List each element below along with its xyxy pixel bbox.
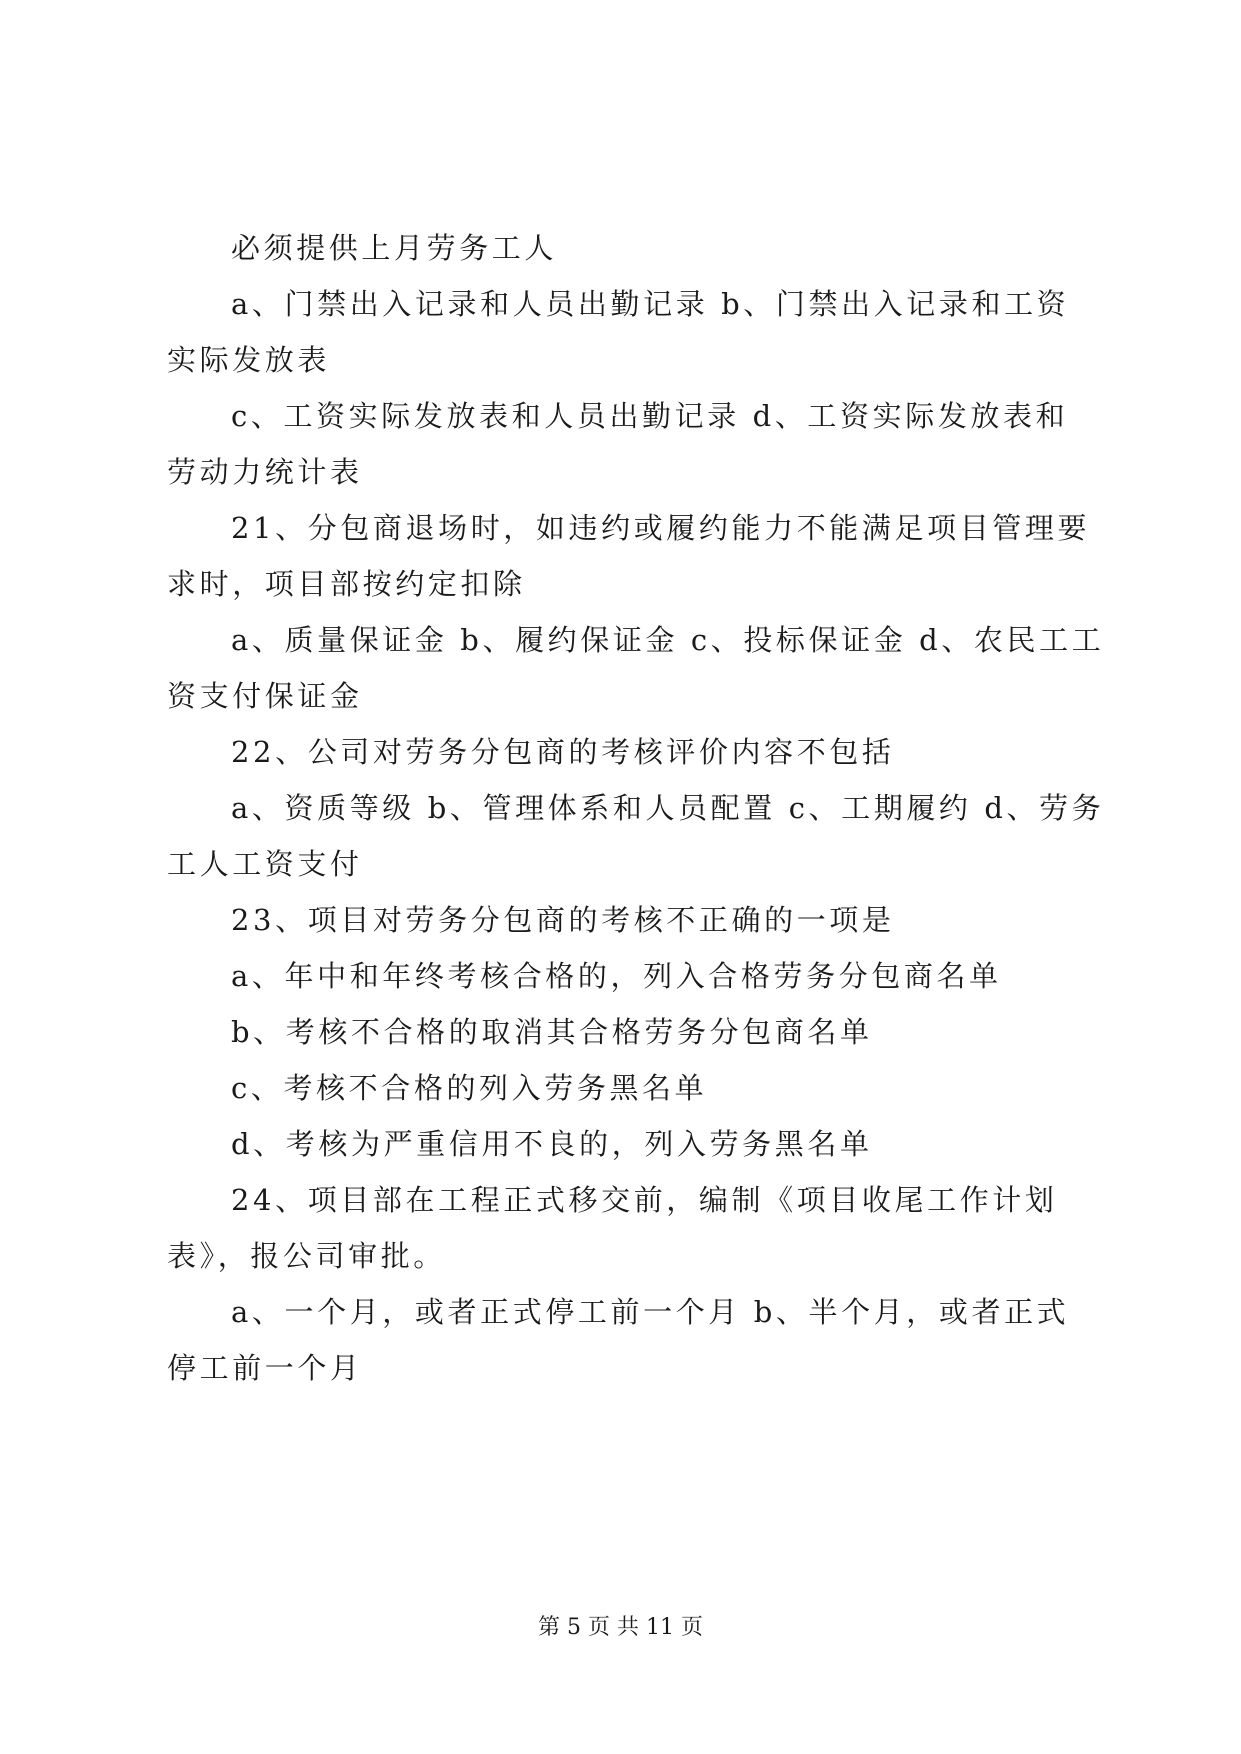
option-line-continued: 工人工资支付 — [167, 847, 363, 881]
page-number-footer: 第 5 页 共 11 页 — [538, 1615, 703, 1640]
option-line: a、质量保证金 b、履约保证金 c、投标保证金 d、农民工工 — [231, 623, 1105, 657]
question-22: 22、公司对劳务分包商的考核评价内容不包括 — [231, 735, 895, 769]
option-line: c、工资实际发放表和人员出勤记录 d、工资实际发放表和 — [231, 399, 1069, 433]
question-24: 24、项目部在工程正式移交前，编制《项目收尾工作计划 — [231, 1183, 1058, 1217]
question-24-continued: 表》，报公司审批。 — [167, 1239, 446, 1273]
option-b: b、考核不合格的取消其合格劳务分包商名单 — [231, 1015, 873, 1049]
option-line-continued: 实际发放表 — [167, 343, 331, 377]
option-a: a、年中和年终考核合格的，列入合格劳务分包商名单 — [231, 959, 1002, 993]
option-line-continued: 资支付保证金 — [167, 679, 363, 713]
question-23: 23、项目对劳务分包商的考核不正确的一项是 — [231, 903, 895, 937]
option-line: a、门禁出入记录和人员出勤记录 b、门禁出入记录和工资 — [231, 287, 1070, 321]
option-line-continued: 停工前一个月 — [167, 1351, 363, 1385]
option-line-continued: 劳动力统计表 — [167, 455, 363, 489]
option-c: c、考核不合格的列入劳务黑名单 — [231, 1071, 708, 1105]
text-line: 必须提供上月劳务工人 — [231, 231, 558, 265]
question-21: 21、分包商退场时，如违约或履约能力不能满足项目管理要 — [231, 511, 1091, 545]
question-21-continued: 求时，项目部按约定扣除 — [167, 567, 526, 601]
option-d: d、考核为严重信用不良的，列入劳务黑名单 — [231, 1127, 873, 1161]
option-line: a、资质等级 b、管理体系和人员配置 c、工期履约 d、劳务 — [231, 791, 1105, 825]
option-line: a、一个月，或者正式停工前一个月 b、半个月，或者正式 — [231, 1295, 1070, 1329]
